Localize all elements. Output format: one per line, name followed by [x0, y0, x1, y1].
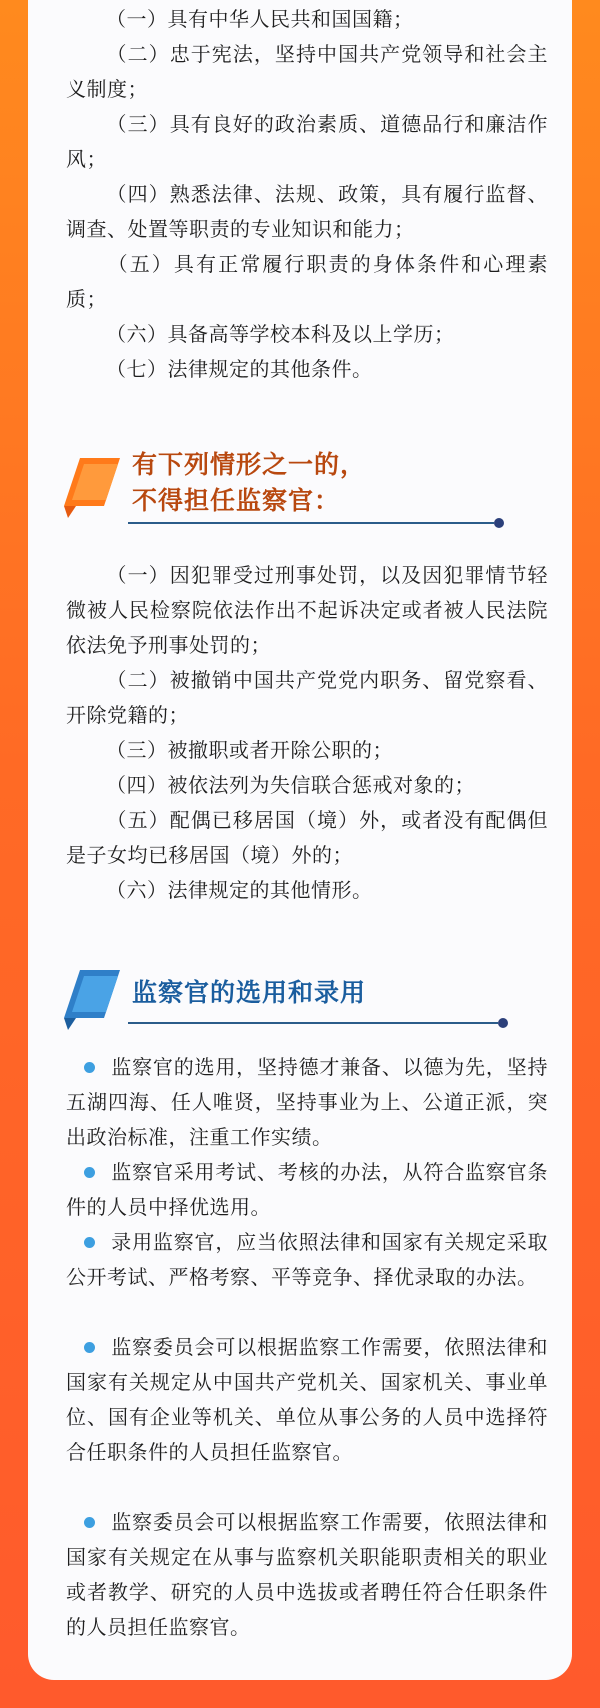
bullet-dot-icon: [84, 1517, 95, 1528]
disqualification-item-3: （三）被撤职或者开除公职的；: [106, 738, 393, 762]
heading-underline-dot: [494, 518, 504, 528]
blue-parallelogram-icon: [62, 962, 132, 1032]
orange-parallelogram-icon: [62, 450, 132, 520]
disqualification-item-2: （二）被撤销中国共产党党内职务、留党察看、开除党籍的；: [66, 668, 548, 727]
bullet-dot-icon: [84, 1062, 95, 1073]
heading-underline: [128, 1022, 498, 1024]
selection-item-3: 录用监察官，应当依照法律和国家有关规定采取公开考试、严格考察、平等竞争、择优录取的办法。: [66, 1230, 548, 1289]
section-heading-disqualifications: [62, 440, 502, 530]
selection-item-1: 监察官的选用，坚持德才兼备、以德为先，坚持五湖四海、任人唯贤，坚持事业为上、公道正派，突出政治标准，注重工作实绩。: [66, 1055, 548, 1149]
condition-item-6: （六）具备高等学校本科及以上学历；: [106, 322, 455, 346]
heading-line-1: 有下列情形之一的，: [132, 450, 367, 479]
condition-item-5: （五）具有正常履行职责的身体条件和心理素质；: [66, 252, 548, 311]
condition-item-2: （二）忠于宪法，坚持中国共产党领导和社会主义制度；: [66, 42, 548, 101]
bullet-dot-icon: [84, 1237, 95, 1248]
condition-item-1: （一）具有中华人民共和国国籍；: [106, 7, 414, 31]
disqualification-item-5: （五）配偶已移居国（境）外，或者没有配偶但是子女均已移居国（境）外的；: [66, 808, 548, 867]
heading-line-2: 不得担任监察官：: [132, 486, 341, 515]
condition-item-4: （四）熟悉法律、法规、政策，具有履行监督、调查、处置等职责的专业知识和能力；: [66, 182, 548, 241]
selection-item-2: 监察官采用考试、考核的办法，从符合监察官条件的人员中择优选用。: [66, 1160, 548, 1219]
disqualification-item-1: （一）因犯罪受过刑事处罚，以及因犯罪情节轻微被人民检察院依法作出不起诉决定或者被人民法院依法免予刑事处罚的；: [66, 563, 548, 657]
section-heading-selection: [62, 962, 502, 1034]
heading-underline: [128, 522, 494, 524]
bullet-dot-icon: [84, 1342, 95, 1353]
condition-item-3: （三）具有良好的政治素质、道德品行和廉洁作风；: [66, 112, 548, 171]
disqualification-item-6: （六）法律规定的其他情形。: [106, 878, 373, 902]
condition-item-7: （七）法律规定的其他条件。: [106, 357, 373, 381]
heading-title: 监察官的选用和录用: [132, 978, 367, 1007]
selection-item-4: 监察委员会可以根据监察工作需要，依照法律和国家有关规定从中国共产党机关、国家机关、事业单位、国有企业等机关、单位从事公务的人员中选择符合任职条件的人员担任监察官。: [66, 1335, 548, 1464]
disqualification-item-4: （四）被依法列为失信联合惩戒对象的；: [106, 773, 475, 797]
selection-item-5: 监察委员会可以根据监察工作需要，依照法律和国家有关规定在从事与监察机关职能职责相关的职业或者教学、研究的人员中选拔或者聘任符合任职条件的人员担任监察官。: [66, 1510, 548, 1639]
heading-underline-dot: [498, 1018, 508, 1028]
bullet-dot-icon: [84, 1167, 95, 1178]
